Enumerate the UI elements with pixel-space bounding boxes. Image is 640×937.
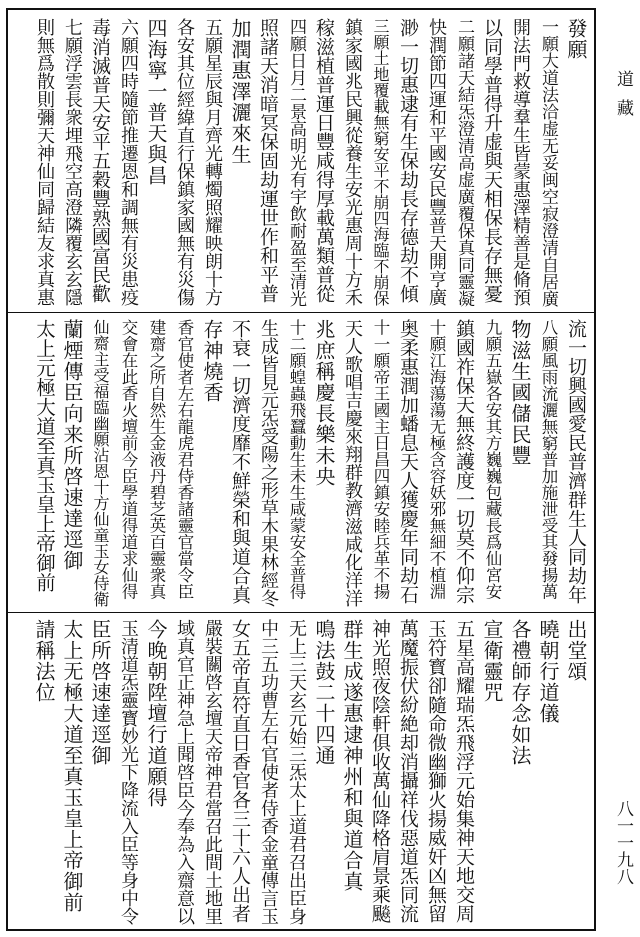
text-column: 中三五功曹左右官使者侍香金童傳言玉	[258, 619, 279, 925]
text-column: 建齋之所自然生金液丹碧芝英百靈衆真	[147, 319, 166, 600]
text-column: 渺一切惠逮有生保劫長存德劫不傾	[397, 18, 419, 303]
text-column: 請稱法位	[32, 619, 56, 703]
text-column: 无上三天玄元始三炁太上道君召出臣身	[286, 619, 307, 925]
text-column: 玉符寳卻隨命微幽獅火揚威奸凶無留	[425, 619, 447, 923]
text-column: 宣衛靈咒	[480, 619, 504, 703]
panel-divider-1	[8, 312, 594, 313]
text-column: 各安其位經緯直行保鎮家國無有災傷	[174, 18, 195, 306]
text-column: 則無爲散則彌天神仙同歸結友求真惠	[34, 18, 55, 306]
text-column: 以同學普得升虚與天相保長存無憂	[481, 18, 503, 303]
text-panel-lower	[12, 619, 590, 925]
text-column: 十二願蝗蟲飛蠶動生未生咸蒙安全普得	[287, 319, 306, 600]
text-column: 香官使者左右龍虎君侍香諸靈官當令臣	[175, 319, 194, 600]
text-column: 各禮師存念如法	[508, 619, 532, 766]
text-column: 出堂頌	[564, 619, 588, 682]
text-column: 今晚朝陞壇行道願得	[144, 619, 168, 808]
text-column: 加潤惠澤灑來生	[228, 18, 252, 165]
text-column: 五星高耀瑞炁飛浮元始集神天地交周	[453, 619, 475, 923]
text-column: 快潤節四運和平國安民豐普天開亨廣	[426, 18, 447, 306]
text-column: 仙齋主受福臨幽願沾恩十方仙童玉女侍衛	[91, 319, 110, 607]
text-column: 玉清道炁靈寳妙光下降流入臣等身中令	[118, 619, 139, 925]
text-column: 稼滋植普運日豐咸得厚載萬類普從	[313, 18, 335, 303]
page-frame	[6, 8, 596, 931]
text-column: 毒消滅普天安平五穀豐熟國富民歡	[89, 18, 111, 303]
text-column: 鎮家國兆民興從養生安光惠周十方禾	[342, 18, 363, 306]
text-column: 五願星辰與月齊光轉燭照耀映朗十方	[202, 18, 223, 306]
text-column: 四海寧一普天與昌	[144, 18, 168, 186]
text-column: 發願	[564, 18, 588, 60]
text-column: 照諸天消暗冥保固劫運世作和平普	[257, 18, 279, 303]
text-column: 四願日月二景高明光有宇飲耐盈至清光	[286, 18, 306, 307]
text-column: 域真官正神急上聞啓臣今奉為入齋意以	[174, 619, 195, 925]
text-column: 萬魔振伏紛絶却消攝祥伐惡道炁同流	[397, 619, 419, 923]
text-column: 天人歌唱吉慶來翔群教濟滋咸化洋洋	[342, 319, 363, 607]
text-column: 一願大道法洽虚无妥闽空寂澄清自居廣	[538, 18, 558, 307]
margin-title: 道藏	[613, 70, 633, 128]
text-column: 十一願帝王國主日昌四鎮安睦兵革不揚	[371, 319, 390, 600]
text-column: 八願風雨流灑無窮普加施泄受其發揚萬	[539, 319, 558, 600]
text-column: 鎮國祚保天無終護度一切莫不仰宗	[453, 319, 475, 604]
text-column: 鳴法鼓二十四通	[312, 619, 336, 766]
text-column: 生成皆見元炁受陽之形草木果林經冬	[258, 319, 279, 607]
text-column: 九願五嶽各安其方巍巍包藏長爲仙宮安	[483, 319, 502, 600]
text-column: 群生成遂惠逮神州和與道合真	[340, 619, 364, 892]
text-column: 奥柔惠潤加蟠息天人獲慶年同劫石	[397, 319, 419, 604]
text-column: 女五帝直符直日香官各三十六人出者	[229, 619, 251, 923]
text-column: 三願土地覆載無窮安平不崩四海臨不崩保	[371, 18, 390, 306]
text-column: 臣所啓速達逕御	[88, 619, 112, 766]
text-column: 蘭煙傳臣向来所啓速達逕御	[60, 319, 84, 571]
text-column: 存神燒香	[200, 319, 224, 403]
text-column: 交會在此香火壇前今臣學道得道求仙得	[119, 319, 138, 600]
text-column: 曉朝行道儀	[536, 619, 560, 724]
text-column: 神光照夜陰軒俱收萬仙降格肩景乘飈	[369, 619, 391, 923]
text-column: 兆庶稱慶長樂未央	[312, 319, 336, 487]
text-column: 物滋生國儲民豐	[508, 319, 532, 466]
text-column: 十願江海蕩蕩无極含容妖邪無細不植淵	[427, 319, 446, 600]
text-column: 二願諸天結炁澄清高虚廣覆保真同靈凝	[454, 18, 474, 307]
text-column: 嚴裝關啓玄壇天帝神君當召此間土地里	[202, 619, 223, 925]
text-panel-middle	[12, 319, 590, 607]
text-column: 太上元極大道至真玉皇上帝御前	[33, 319, 56, 592]
text-column: 不衰一切濟度靡不鮮榮和與道合真	[229, 319, 251, 604]
panel-divider-2	[8, 612, 594, 613]
text-column: 開法門救導羣生皆蒙惠澤精善是脩預	[510, 18, 531, 306]
text-column: 太上无極大道至真玉皇上帝御前	[60, 619, 84, 913]
text-panel-upper	[12, 18, 590, 308]
text-column: 六願四時隨節推遷恩和調無有災患疫	[118, 18, 139, 306]
text-column: 流一切興國愛民普濟群生人同劫年	[565, 319, 587, 604]
text-column: 七願浮雲長衆埋飛空高澄隣覆玄玄隱	[62, 18, 83, 306]
page-number: 八一一九八	[613, 800, 633, 885]
